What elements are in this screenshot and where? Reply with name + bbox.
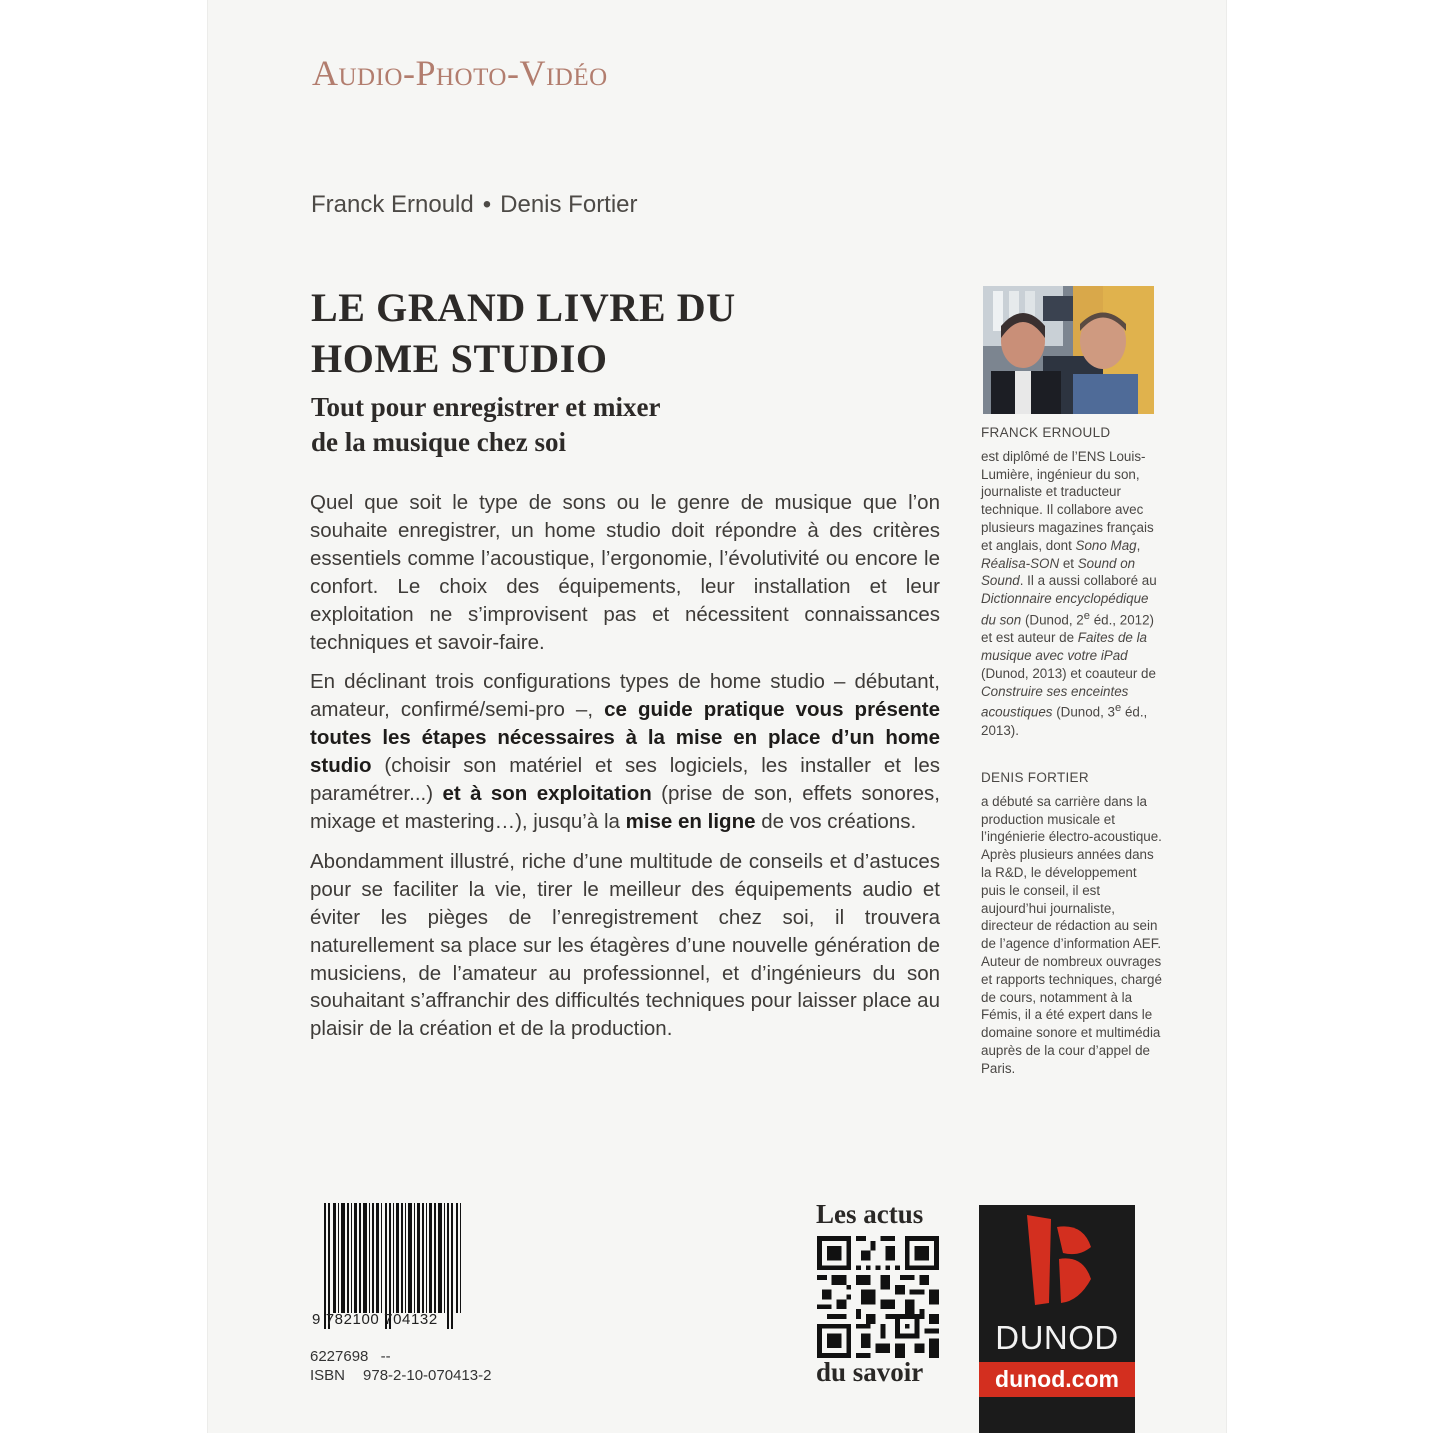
isbn-label: ISBN	[310, 1367, 346, 1384]
bio-denis-fortier	[981, 769, 1163, 1078]
bio-name: FRANCK ERNOULD	[981, 425, 1111, 440]
text-run: ,	[1136, 537, 1141, 553]
isbn-value: 978-2-10-070413-2	[363, 1367, 492, 1384]
italic-run: Réalisa-SON	[981, 555, 1060, 571]
product-code-mark: --	[380, 1348, 391, 1365]
series-name: Audio-Photo-Vidéo	[312, 53, 608, 93]
title-line-1: LE GRAND LIVRE DU	[311, 285, 736, 330]
qr-caption-top: Les actus	[816, 1199, 924, 1229]
publisher-name: DUNOD	[995, 1319, 1119, 1356]
author-separator: •	[482, 191, 492, 218]
description-paragraph-3: Abondamment illustré, riche d’une multitude de conseils et d’astuces pour se faciliter la vie, tirer le meilleur des équipements audio et éviter les pièges de l’enregistrement chez soi, il trouvera naturellement sa place sur les étagères d’une nouvelle génération de musiciens, de l’amateur au professionnel, et d’ingénieurs du son souhaitant s’affranchir des difficultés techniques pour laisser place au plaisir de la création et de la production.	[310, 849, 940, 1041]
bio-text: a débuté sa carrière dans la production musicale et l’ingénierie électro-acoustique. Après plusieurs années dans la R&D, le développement puis le conseil, il est aujourd’hui journaliste, directeur de rédaction au sein de l’agence d’information AEF. Auteur de nombreux ouvrages et rapports techniques, chargé de cours, notamment à la Fémis, il a été expert dans le domaine sonore et multimédia auprès de la cour d’appel de Paris.	[981, 793, 1162, 1076]
publisher-website[interactable]: dunod.com	[979, 1362, 1135, 1397]
text-run: (prise de son, effets sonores, mixage et mastering…), jusqu’à la	[310, 782, 940, 833]
bold-run: et à son exploitation	[442, 782, 652, 806]
italic-run: Dictionnaire encyclopédique du son	[981, 591, 1149, 628]
text-run: éd., 2012) et est auteur de	[981, 612, 1154, 646]
qr-caption-bottom: du savoir	[816, 1357, 924, 1387]
product-code-value: 6227698	[310, 1348, 369, 1365]
text-run: (Dunod, 2013) et coauteur de	[981, 665, 1156, 681]
subtitle-line-1: Tout pour enregistrer et mixer	[311, 392, 661, 422]
bold-run: mise en ligne	[625, 809, 756, 833]
text-run: En déclinant trois configurations types de home studio – débutant, amateur, confirmé/semi-pro –,	[310, 670, 940, 722]
text-run: de vos créations.	[755, 809, 917, 833]
authors-line	[311, 191, 638, 219]
italic-run: Sound on Sound	[981, 555, 1136, 589]
dunod-emblem-icon	[979, 1205, 1135, 1315]
subtitle-line-2: de la musique chez soi	[311, 427, 567, 457]
description-paragraph-1: Quel que soit le type de sons ou le genre de musique que l’on souhaite enregistrer, un home studio doit répondre à des critères essentiels comme l’acoustique, l’ergonomie, l’évolutivité ou encore le confort. Le choix des équipements, leur installation et leur exploitation ne s’improvisent pas et nécessitent connaissances techniques et savoir-faire.	[310, 491, 940, 654]
bold-run: ce guide pratique vous présente toutes les étapes nécessaires à la mise en place d’un home studio	[310, 698, 940, 778]
authors-photo	[983, 286, 1154, 414]
description	[310, 489, 940, 1055]
bio-franck-ernould	[981, 424, 1163, 739]
publisher-logo	[979, 1205, 1135, 1433]
text-run: (Dunod, 2	[1021, 612, 1084, 628]
description-paragraph-2	[310, 668, 940, 835]
isbn	[310, 1367, 491, 1384]
italic-run: Faites de la musique avec votre iPad	[981, 630, 1148, 664]
author-2: Denis Fortier	[500, 191, 638, 218]
bio-name: DENIS FORTIER	[981, 770, 1089, 785]
author-1: Franck Ernould	[311, 191, 474, 218]
product-code	[310, 1348, 391, 1365]
title-line-2: HOME STUDIO	[311, 336, 608, 381]
bio-text	[981, 448, 1163, 740]
superscript: e	[1083, 609, 1090, 622]
italic-run: Construire ses enceintes acoustiques	[981, 683, 1129, 720]
text-run: . Il a aussi collaboré au	[1019, 573, 1157, 589]
text-run: est diplômé de l’ENS Louis-Lumière, ingénieur du son, journaliste et traducteur technique. Il collabore avec plusieurs magazines français et anglais, dont	[981, 448, 1154, 553]
text-run: (Dunod, 3	[1052, 704, 1115, 720]
text-run: éd., 2013).	[981, 704, 1148, 738]
qr-code-icon[interactable]	[817, 1236, 939, 1358]
barcode-number: 9 782100 704132	[312, 1311, 438, 1328]
superscript: e	[1115, 702, 1122, 715]
book-subtitle	[311, 390, 660, 460]
italic-run: Sono Mag	[1075, 537, 1137, 553]
text-run: (choisir son matériel et ses logiciels, les installer et les paramétrer...)	[310, 754, 940, 806]
text-run: et	[1059, 555, 1078, 571]
book-title	[311, 282, 736, 384]
